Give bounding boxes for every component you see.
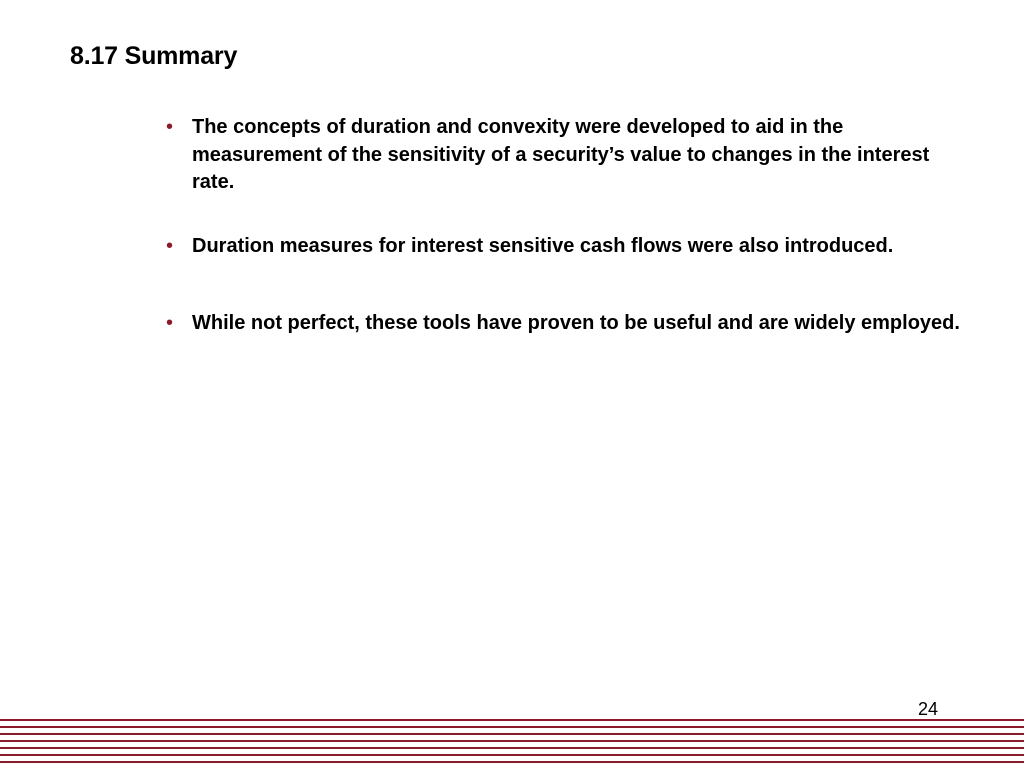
- bullet-icon: •: [166, 234, 174, 257]
- bullet-text: The concepts of duration and convexity were developed to aid in the measurement of the sensitivity of a security’s value to changes in the interest rate.: [192, 116, 930, 193]
- page-number: 24: [917, 699, 938, 719]
- bullet-list: [166, 114, 966, 338]
- slide-title: 8.17 Summary: [70, 42, 238, 70]
- footer-rule: [0, 733, 1024, 735]
- footer-rule: [0, 754, 1024, 756]
- bullet-item: [166, 114, 966, 197]
- footer-rules: [0, 719, 1024, 768]
- bullet-text: While not perfect, these tools have proven to be useful and are widely employed.: [192, 312, 960, 334]
- footer-rule: [0, 747, 1024, 749]
- bullet-item: [166, 310, 966, 338]
- bullet-item: [166, 233, 966, 261]
- footer-rule: [0, 726, 1024, 728]
- bullet-icon: •: [166, 116, 174, 138]
- bullet-icon: •: [166, 312, 174, 334]
- footer-rule: [0, 761, 1024, 763]
- bullet-text: Duration measures for interest sensitive cash flows were also introduced.: [192, 234, 894, 257]
- footer-rule: [0, 740, 1024, 742]
- footer-rule: [0, 719, 1024, 721]
